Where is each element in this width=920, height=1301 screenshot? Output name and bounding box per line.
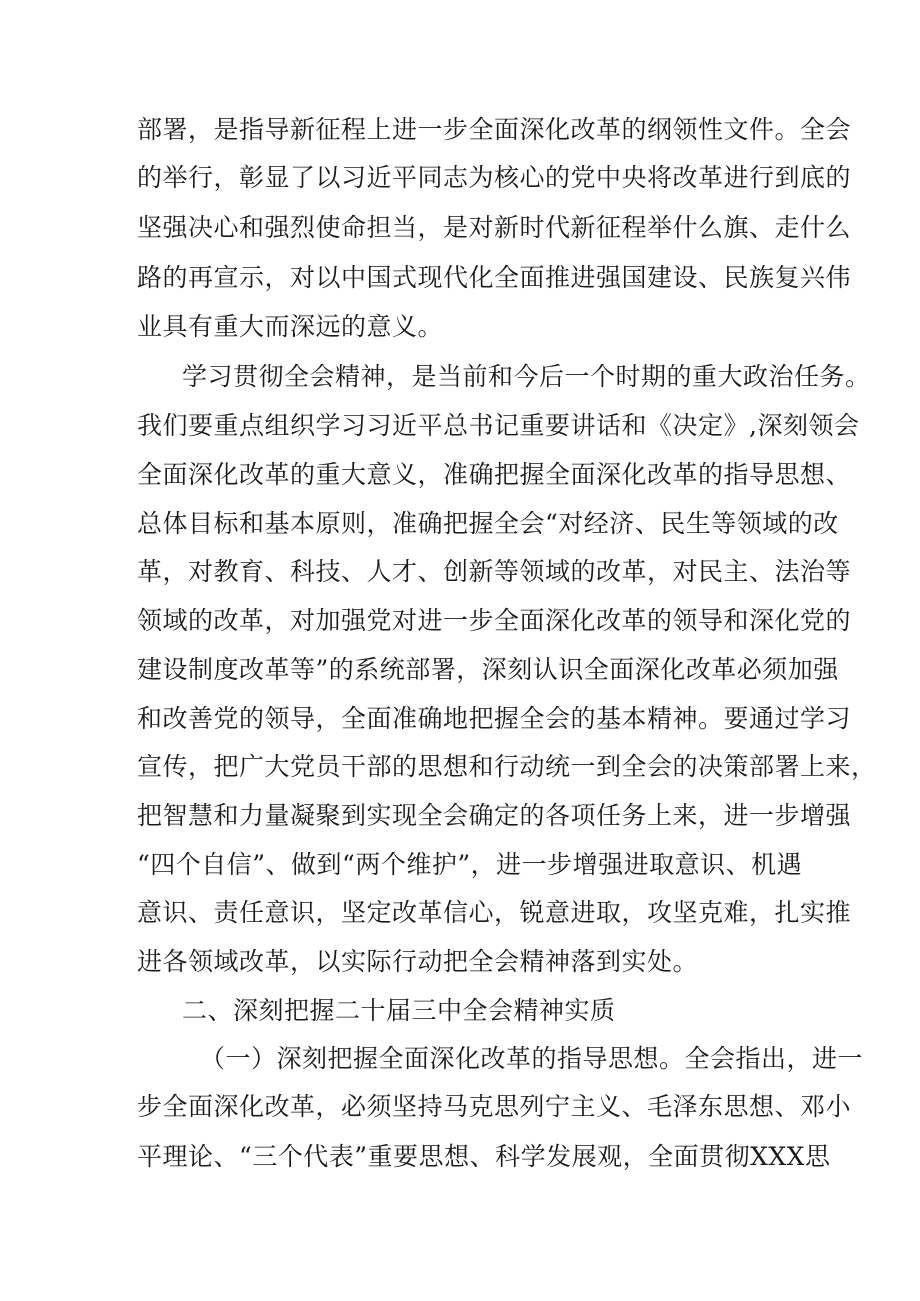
paragraph-line: 总体目标和基本原则，准确把握全会“对经济、民生等领域的改 xyxy=(137,509,839,538)
paragraph-line: 全面深化改革的重大意义，准确把握全面深化改革的指导思想、 xyxy=(137,460,852,489)
paragraph-line: 坚强决心和强烈使命担当，是对新时代新征程举什么旗、走什么 xyxy=(137,213,852,242)
paragraph-line: 建设制度改革等”的系统部署，深刻认识全面深化改革必须加强 xyxy=(137,655,839,684)
paragraph-line: 和改善党的领导，全面准确地把握全会的基本精神。要通过学习 xyxy=(137,704,852,733)
paragraph-line: 路的再宣示，对以中国式现代化全面推进强国建设、民族复兴伟 xyxy=(137,263,852,292)
paragraph-line: 部署，是指导新征程上进一步全面深化改革的纲领性文件。全会 xyxy=(137,115,852,144)
paragraph-line: 平理论、“三个代表”重要思想、科学发展观，全面贯彻XXX思 xyxy=(137,1142,831,1171)
paragraph-line: 步全面深化改革，必须坚持马克思列宁主义、毛泽东思想、邓小 xyxy=(137,1092,852,1121)
section-heading: 二、深刻把握二十届三中全会精神实质 xyxy=(182,996,616,1025)
paragraph-line: 业具有重大而深远的意义。 xyxy=(137,312,444,341)
paragraph-line: 的举行，彰显了以习近平同志为核心的党中央将改革进行到底的 xyxy=(137,163,852,192)
paragraph-line: 革，对教育、科技、人才、创新等领域的改革，对民主、法治等 xyxy=(137,557,852,586)
paragraph-line: 学习贯彻全会精神，是当前和今后一个时期的重大政治任务。 xyxy=(182,362,871,391)
paragraph-line: 我们要重点组织学习习近平总书记重要讲话和《决定》,深刻领会 xyxy=(137,411,860,440)
paragraph-line: 意识、责任意识，坚定改革信心，锐意进取，攻坚克难，扎实推 xyxy=(137,898,852,927)
paragraph-line: 把智慧和力量凝聚到实现全会确定的各项任务上来，进一步增强 xyxy=(137,801,852,830)
paragraph-line: 宣传，把广大党员干部的思想和行动统一到全会的决策部署上来， xyxy=(137,752,877,781)
paragraph-line: 领域的改革，对加强党对进一步全面深化改革的领导和深化党的 xyxy=(137,606,852,635)
paragraph-line: 进各领域改革，以实际行动把全会精神落到实处。 xyxy=(137,947,699,976)
paragraph-line: “四个自信”、做到“两个维护”，进一步增强进取意识、机遇 xyxy=(137,850,803,879)
paragraph-line: （一）深刻把握全面深化改革的指导思想。全会指出，进一 xyxy=(200,1044,864,1073)
